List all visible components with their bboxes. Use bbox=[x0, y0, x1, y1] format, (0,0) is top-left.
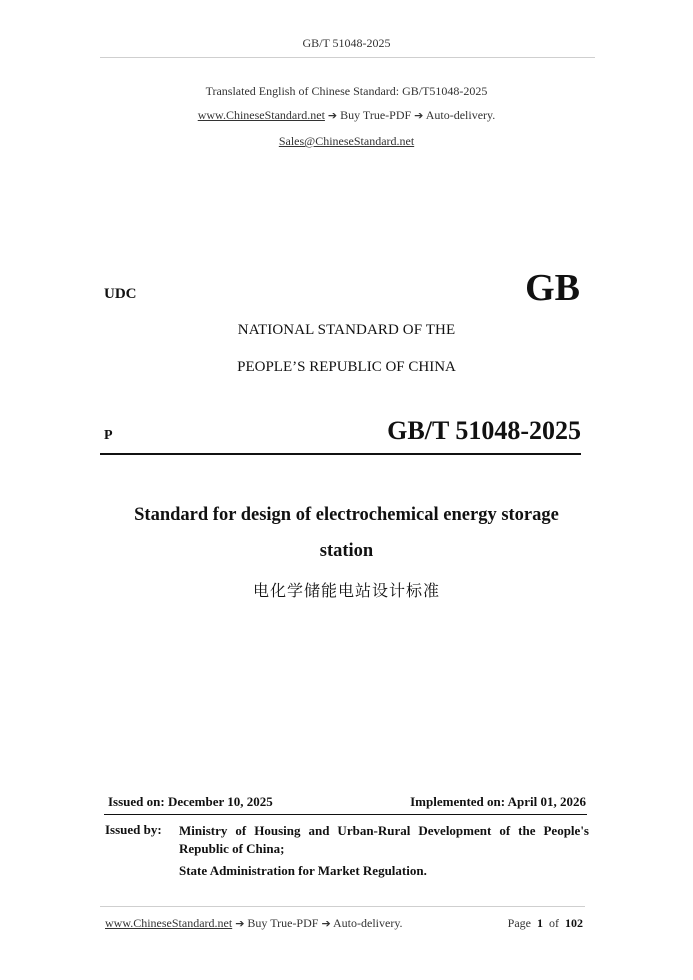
page-total: 102 bbox=[565, 916, 583, 930]
issued-by-label: Issued by: bbox=[105, 822, 162, 837]
auto-delivery-text: Auto-delivery. bbox=[425, 108, 496, 122]
header-divider bbox=[100, 57, 595, 58]
right-arrow-icon: ➔ bbox=[321, 917, 331, 930]
footer-buy-pdf: Buy True-PDF bbox=[247, 916, 319, 930]
implemented-on-date: Implemented on: April 01, 2026 bbox=[410, 794, 586, 809]
standard-number: GB/T 51048-2025 bbox=[387, 416, 581, 445]
right-arrow-icon: ➔ bbox=[235, 917, 245, 930]
udc-label: UDC bbox=[104, 286, 137, 302]
banner-links bbox=[0, 108, 693, 123]
national-standard-line2: PEOPLE’S REPUBLIC OF CHINA bbox=[237, 359, 456, 375]
buy-pdf-text: Buy True-PDF bbox=[340, 108, 412, 122]
page-indicator bbox=[508, 916, 583, 931]
page-number: 1 bbox=[537, 916, 543, 930]
right-arrow-icon: ➔ bbox=[327, 109, 338, 122]
footer-site-link[interactable]: www.ChineseStandard.net bbox=[105, 916, 233, 930]
national-standard-line1: NATIONAL STANDARD OF THE bbox=[237, 322, 456, 338]
classification-code: P bbox=[104, 428, 113, 443]
right-arrow-icon: ➔ bbox=[414, 109, 424, 122]
page-label: Page bbox=[507, 916, 531, 930]
email-row bbox=[0, 134, 693, 149]
dates-rule bbox=[104, 814, 587, 815]
document-title-line2: station bbox=[319, 541, 374, 561]
of-label: of bbox=[549, 916, 559, 930]
footer-divider bbox=[100, 906, 585, 907]
translation-notice: Translated English of Chinese Standard: GB/T51048-2025 bbox=[205, 84, 488, 98]
sales-email-link[interactable]: Sales@ChineseStandard.net bbox=[278, 134, 415, 148]
document-title-line1: Standard for design of electrochemical energy storage bbox=[134, 505, 559, 525]
issued-on-date: Issued on: December 10, 2025 bbox=[108, 794, 273, 809]
issuer-samr: State Administration for Market Regulation. bbox=[179, 863, 427, 878]
footer-links bbox=[105, 916, 403, 931]
footer-auto-delivery: Auto-delivery. bbox=[333, 916, 403, 930]
gb-mark: GB bbox=[525, 267, 580, 309]
running-header: GB/T 51048-2025 bbox=[302, 36, 391, 50]
chinese-title: 电化学储能电站设计标准 bbox=[252, 581, 440, 600]
title-rule bbox=[100, 453, 581, 455]
issuer-ministry: Ministry of Housing and Urban-Rural Development of the People's Republic of China; bbox=[179, 823, 589, 856]
site-link[interactable]: www.ChineseStandard.net bbox=[197, 108, 325, 122]
